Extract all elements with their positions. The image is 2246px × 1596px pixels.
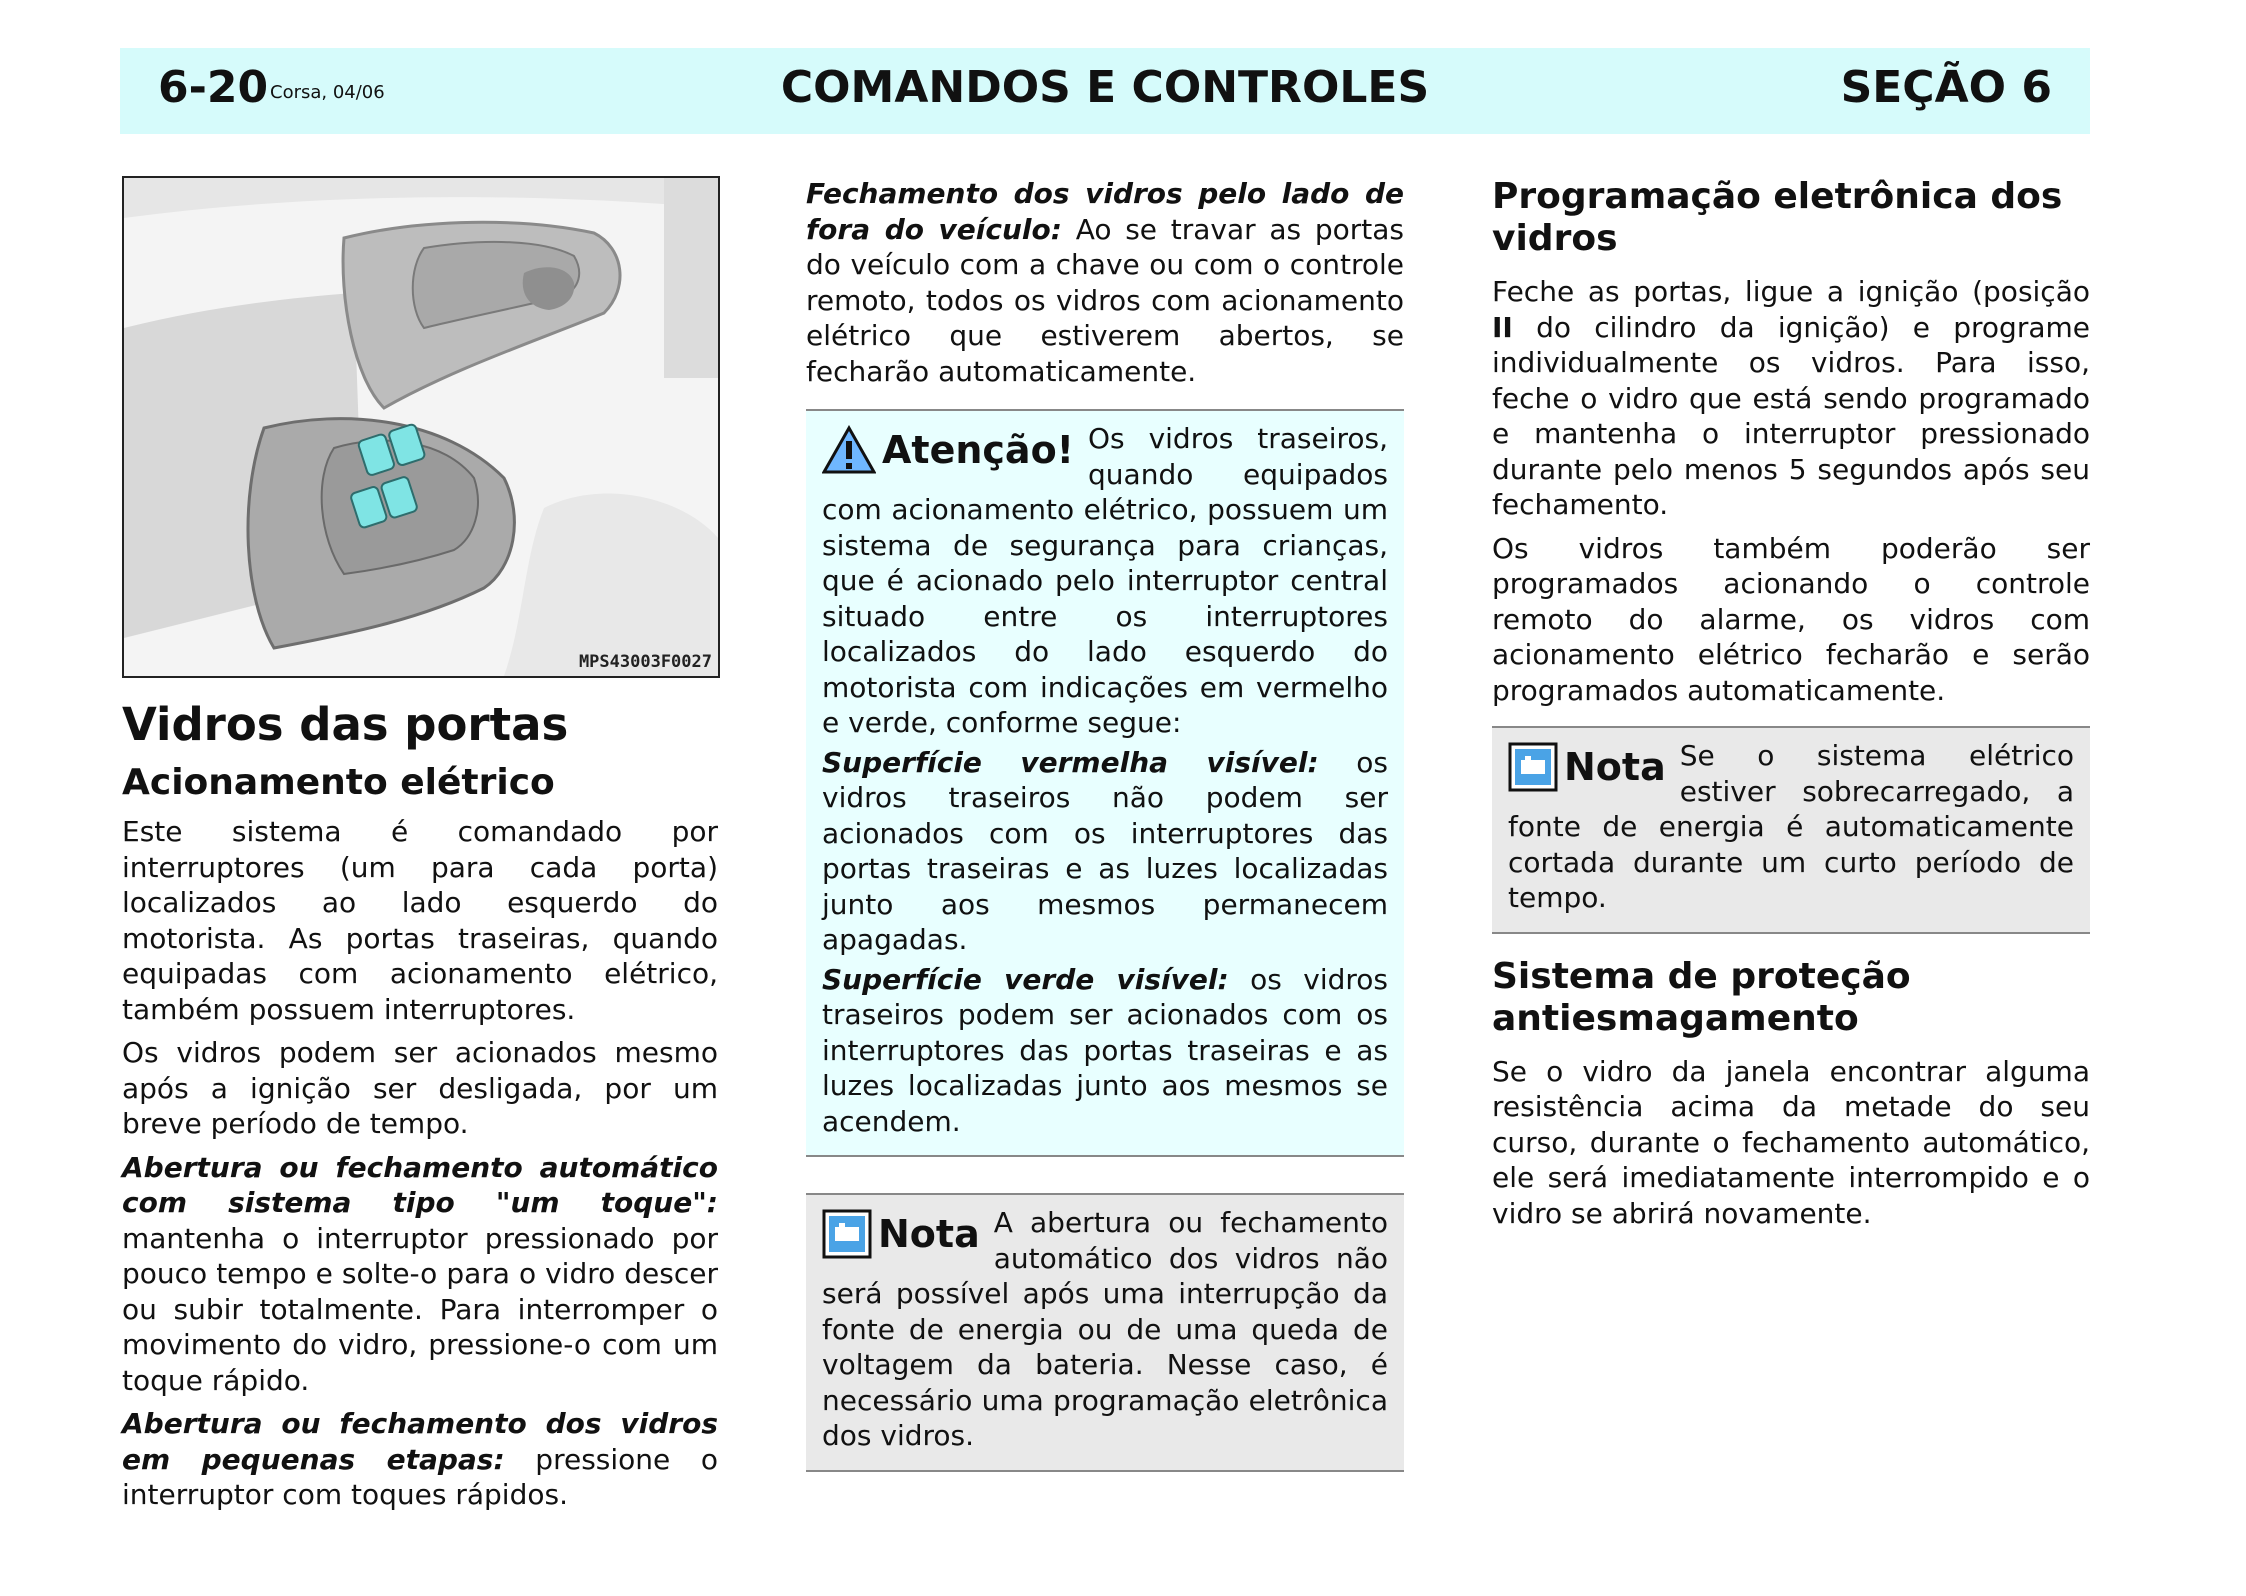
paragraph-text: do cilindro da ignição) e programe individualmente os vidros. Para isso, feche o vidro que está sendo programado e mantenha o interruptor pressionado durante pelo menos 5 segundos após seu fechamento. — [1492, 310, 2090, 521]
figure-caption: MPS43003F0027 — [578, 652, 712, 672]
page-number: 6-20 — [158, 62, 269, 113]
paragraph: Os vidros também poderão ser programados acionando o controle remoto do alarme, os vidros com acionamento elétrico fecharão e serão programados automaticamente. — [1492, 531, 2090, 707]
section-title: Programação eletrônica dos vidros — [1492, 176, 2063, 259]
section-label: SEÇÃO 6 — [1840, 62, 2052, 113]
paragraph-text: mantenha o interruptor pressionado por pouco tempo e solte-o para o vidro descer ou subir totalmente. Para interromper o movimento do vidro, pressione-o com um toque rápido. — [122, 1221, 718, 1397]
paragraph: Os vidros podem ser acionados mesmo após a ignição ser desligada, por um breve período de tempo. — [122, 1036, 718, 1140]
paragraph — [122, 1406, 718, 1513]
note-text: Se o sistema elétrico estiver sobrecarregado, a fonte de energia é automaticamente cortada durante um curto período de tempo. — [1508, 739, 2074, 914]
paragraph-text: os vidros traseiros podem ser acionados com os interruptores das portas traseiras e as luzes localizadas junto aos mesmos se acendem. — [822, 962, 1388, 1138]
model-label: Corsa, 04/06 — [270, 82, 385, 103]
door-switch-figure — [122, 176, 720, 678]
paragraph — [806, 176, 1404, 389]
warning-label: Atenção! — [882, 428, 1075, 472]
section-title: Vidros das portas — [122, 698, 569, 751]
chapter-title: COMANDOS E CONTROLES — [780, 62, 1430, 113]
column-middle — [806, 176, 1404, 1472]
paragraph-lead: Abertura ou fechamento dos vidros em pequenas etapas: — [122, 1407, 718, 1476]
section-title: Sistema de proteção antiesmagamento — [1492, 955, 1911, 1039]
note-heading — [1508, 742, 1666, 792]
warning-box — [806, 409, 1404, 1157]
paragraph-text: pressione o interruptor com toques rápidos. — [122, 1442, 718, 1511]
note-box — [806, 1193, 1404, 1472]
paragraph-text: Ao se travar as portas do veículo com a chave ou com o controle remoto, todos os vidros com acionamento elétrico que estiverem abertos, se fecharão automaticamente. — [806, 212, 1404, 388]
note-text: A abertura ou fechamento automático dos vidros não será possível após uma interrupção da fonte de energia ou de uma queda de voltagem da bateria. Nesse caso, é necessário uma programação eletrônica dos vidros. — [822, 1206, 1388, 1452]
note-box — [1492, 726, 2090, 934]
note-icon — [1508, 742, 1558, 792]
paragraph-lead: Superfície vermelha visível: — [822, 745, 1319, 779]
ignition-position: II — [1492, 310, 1513, 344]
section-subtitle: Acionamento elétrico — [122, 762, 555, 803]
page-header — [120, 48, 2090, 134]
paragraph: Se o vidro da janela encontrar alguma resistência acima da metade do seu curso, durante o fechamento automático, ele será imediatamente interrompido e o vidro se abrirá novamente. — [1492, 1054, 2090, 1230]
paragraph — [122, 1150, 718, 1399]
column-left — [122, 176, 718, 1521]
paragraph: Este sistema é comandado por interruptores (um para cada porta) localizados ao lado esquerdo do motorista. As portas traseiras, quando equipadas com acionamento elétrico, também possuem interruptores. — [122, 815, 718, 1026]
note-label: Nota — [1564, 745, 1666, 789]
warning-text: Os vidros traseiros, quando equipados com acionamento elétrico, possuem um sistema de segurança para crianças, que é acionado pelo interruptor central situado entre os interruptores localizados do lado esquerdo do motorista com indicações em vermelho e verde, conforme segue: — [822, 422, 1388, 739]
paragraph-lead: Fechamento dos vidros pelo lado de fora do veículo: — [806, 177, 1404, 246]
paragraph-lead: Abertura ou fechamento automático com sistema tipo "um toque": — [122, 1150, 718, 1219]
note-label: Nota — [878, 1212, 980, 1256]
note-heading — [822, 1209, 980, 1259]
warning-red-item — [822, 745, 1388, 958]
column-right — [1492, 176, 2090, 1239]
note-icon — [822, 1209, 872, 1259]
warning-triangle-icon — [822, 425, 876, 475]
warning-heading — [822, 425, 1074, 475]
paragraph — [1492, 274, 2090, 523]
paragraph-text: Feche as portas, ligue a ignição (posição — [1492, 275, 2090, 308]
paragraph-lead: Superfície verde visível: — [822, 962, 1229, 996]
door-panel-illustration — [124, 178, 718, 676]
warning-green-item — [822, 962, 1388, 1140]
paragraph-text: os vidros traseiros não podem ser acionados com os interruptores das portas traseiras e as luzes localizadas junto aos mesmos permanecem apagadas. — [822, 745, 1388, 956]
